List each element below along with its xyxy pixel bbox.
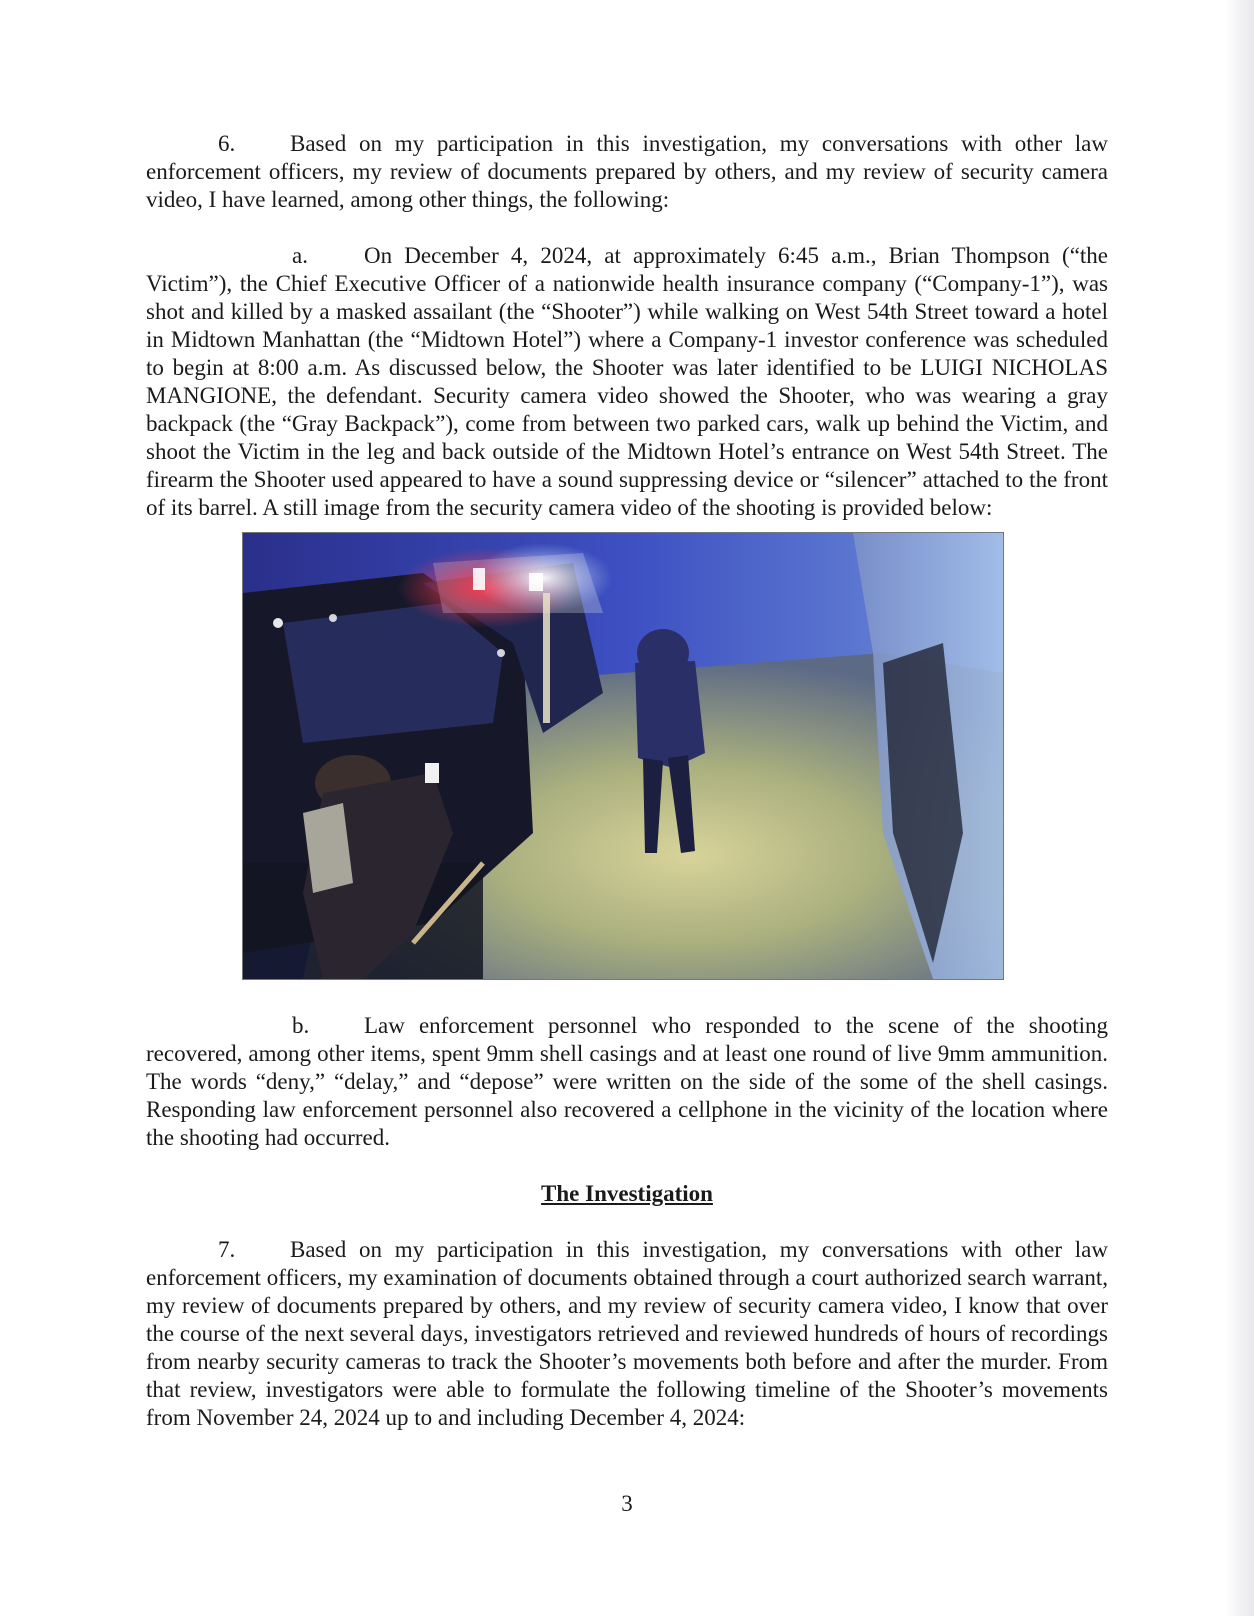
paragraph-6-number: 6. [218,131,236,156]
security-camera-still-image [242,532,1004,980]
paragraph-a [146,242,1108,522]
paragraph-b-number: b. [292,1013,310,1038]
paragraph-b-text: Law enforcement personnel who responded to the scene of the shooting recovered, among other items, spent 9mm shell casings and at least one round of live 9mm ammunition. The words “deny,” “delay,” and “depose” were written on the side of the some of the shell casings. Responding law enforcement personnel also recovered a cellphone in the vicinity of the location where the shooting had occurred. [146,1013,1108,1150]
paragraph-7 [146,1236,1108,1432]
paragraph-7-number: 7. [218,1237,236,1262]
paragraph-6-text: Based on my participation in this investigation, my conversations with other law enforcement officers, my review of documents prepared by others, and my review of security camera video, I have learned, among other things, the following: [146,131,1108,212]
document-page [146,130,1108,1432]
paragraph-b [146,1012,1108,1152]
section-heading: The Investigation [541,1181,713,1206]
paragraph-a-number: a. [292,243,308,268]
page-number: 3 [621,1491,633,1516]
paragraph-a-text: On December 4, 2024, at approximately 6:45 a.m., Brian Thompson (“the Victim”), the Chief Executive Officer of a nationwide health insurance company (“Company-1”), was shot and killed by a masked assailant (the “Shooter”) while walking on West 54th Street toward a hotel in Midtown Manhattan (the “Midtown Hotel”) where a Company-1 investor conference was scheduled to begin at 8:00 a.m. As discussed below, the Shooter was later identified to be LUIGI NICHOLAS MANGIONE, the defendant. Security camera video showed the Shooter, who was wearing a gray backpack (the “Gray Backpack”), come from between two parked cars, walk up behind the Victim, and shoot the Victim in the leg and back outside of the Midtown Hotel’s entrance on West 54th Street. The firearm the Shooter used appeared to have a sound suppressing device or “silencer” attached to the front of its barrel. A still image from the security camera video of the shooting is provided below: [146,243,1108,520]
page-edge-shadow [1224,0,1254,1616]
paragraph-6 [146,130,1108,214]
paragraph-7-text: Based on my participation in this investigation, my conversations with other law enforcement officers, my examination of documents obtained through a court authorized search warrant, my review of documents prepared by others, and my review of security camera video, I know that over the course of the next several days, investigators retrieved and reviewed hundreds of hours of recordings from nearby security cameras to track the Shooter’s movements both before and after the murder. From that review, investigators were able to formulate the following timeline of the Shooter’s movements from November 24, 2024 up to and including December 4, 2024: [146,1237,1108,1430]
